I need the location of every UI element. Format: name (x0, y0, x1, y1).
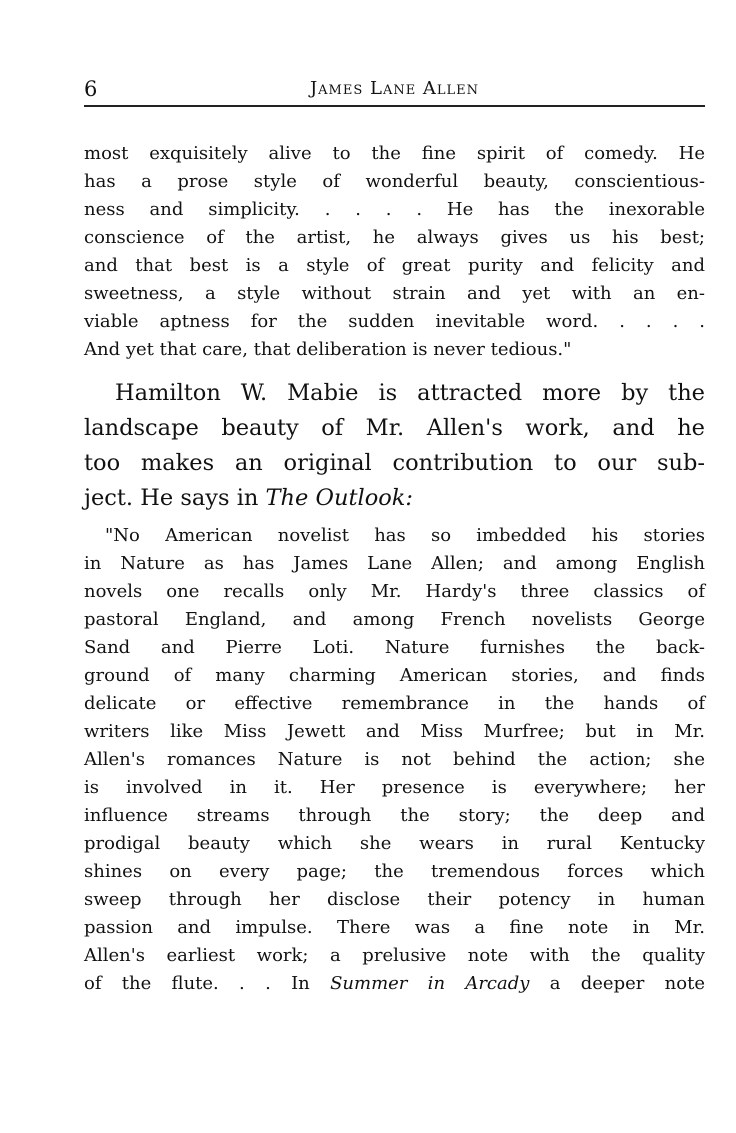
quote-line-suffix: a deeper note (549, 973, 705, 994)
quote-line: passion and impulse. There was a fine note in Mr. (84, 917, 705, 938)
source-title: The Outlook: (265, 485, 413, 511)
body-line: most exquisitely alive to the fine spirit of comedy. He (84, 143, 705, 164)
body-line: viable aptness for the sudden inevitable word. . . . . (84, 311, 705, 332)
quote-line: sweep through her disclose their potency in human (84, 889, 705, 910)
commentary-line (84, 487, 705, 510)
header-rule (84, 105, 705, 107)
quote-line: Allen's romances Nature is not behind the action; she (84, 749, 705, 770)
quote-line: novels one recalls only Mr. Hardy's three classics of (84, 581, 705, 602)
body-line: ness and simplicity. . . . . He has the inexorable (84, 199, 705, 220)
quote-line: delicate or effective remembrance in the hands of (84, 693, 705, 714)
commentary-line: Hamilton W. Mabie is attracted more by the (115, 380, 705, 406)
quote-line: pastoral England, and among French novelists George (84, 609, 705, 630)
body-line: sweetness, a style without strain and yet with an en- (84, 283, 705, 304)
running-head: James Lane Allen (309, 78, 480, 99)
quote-line (84, 975, 705, 993)
page-number: 6 (84, 77, 98, 101)
body-line: has a prose style of wonderful beauty, conscientious- (84, 171, 705, 192)
body-line: And yet that care, that deliberation is never tedious." (84, 339, 572, 360)
quote-line: influence streams through the story; the deep and (84, 805, 705, 826)
quote-line: in Nature as has James Lane Allen; and among English (84, 553, 705, 574)
summer-in-arcady-title: Summer in Arcady (330, 973, 530, 994)
page-header (84, 74, 705, 104)
body-line: and that best is a style of great purity and felicity and (84, 255, 705, 276)
quote-line: "No American novelist has so imbedded his stories (105, 525, 705, 546)
quote-line: prodigal beauty which she wears in rural Kentucky (84, 833, 705, 854)
body-line: conscience of the artist, he always gives us his best; (84, 227, 705, 248)
commentary-line-prefix: ject. He says in (84, 485, 259, 511)
quote-line: Sand and Pierre Loti. Nature furnishes the back- (84, 637, 705, 658)
commentary-line: landscape beauty of Mr. Allen's work, and he (84, 415, 705, 441)
commentary-line: too makes an original contribution to our sub- (84, 450, 705, 476)
quote-line: is involved in it. Her presence is everywhere; her (84, 777, 705, 798)
quote-line: ground of many charming American stories, and finds (84, 665, 705, 686)
quote-line: shines on every page; the tremendous forces which (84, 861, 705, 882)
quote-line-prefix: of the flute. . . In (84, 973, 310, 994)
quote-line: Allen's earliest work; a prelusive note with the quality (84, 945, 705, 966)
quote-line: writers like Miss Jewett and Miss Murfree; but in Mr. (84, 721, 705, 742)
